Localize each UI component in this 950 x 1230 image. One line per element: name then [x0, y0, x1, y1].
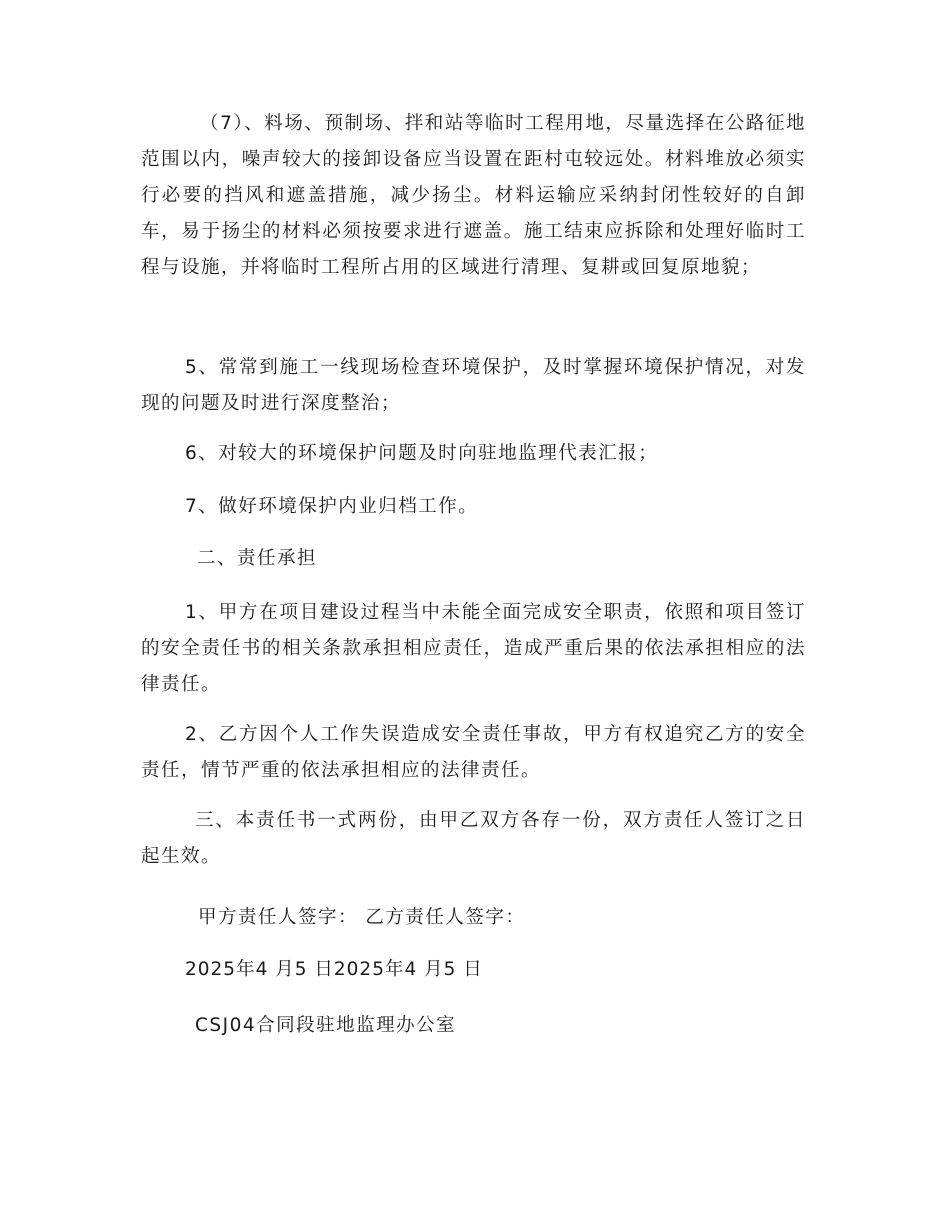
paragraph-item-7: 7、做好环境保护内业归档工作。 [185, 496, 479, 517]
paragraph-copies-effective: 三、本责任书一式两份，由甲乙双方各存一份，双方责任人签订之日起生效。 [141, 810, 806, 867]
section-heading-responsibility: 二、责任承担 [197, 548, 318, 569]
paragraph-item-6: 6、对较大的环境保护问题及时向驻地监理代表汇报； [185, 443, 659, 464]
paragraph-temporary-works: （7）、料场、预制场、拌和站等临时工程用地，尽量选择在公路征地范围以内，噪声较大的接卸设备应当设置在距村屯较远处。材料堆放必须实行必要的挡风和遮盖措施，减少扬尘。材料运输应采纳封闭性较好的自卸车，易于扬尘的材料必须按要求进行遮盖。施工结束应拆除和处理好临时工程与设施，并将临时工程所占用的区域进行清理、复耕或回复原地貌； [141, 113, 806, 278]
date-line: 2025年4 月5 日2025年4 月5 日 [185, 959, 483, 980]
signature-line: 甲方责任人签字： 乙方责任人签字： [198, 907, 526, 928]
issuing-office: CSJ04合同段驻地监理办公室 [195, 1015, 457, 1036]
paragraph-item-5: 5、常常到施工一线现场检查环境保护，及时掌握环境保护情况，对发现的问题及时进行深度整治； [141, 357, 806, 414]
paragraph-party-b-liability: 2、乙方因个人工作失误造成安全责任事故，甲方有权追究乙方的安全责任，情节严重的依法承担相应的法律责任。 [141, 724, 806, 781]
paragraph-party-a-liability: 1、甲方在项目建设过程当中未能全面完成安全职责，依照和项目签订的安全责任书的相关条款承担相应责任，造成严重后果的依法承担相应的法律责任。 [141, 602, 806, 695]
